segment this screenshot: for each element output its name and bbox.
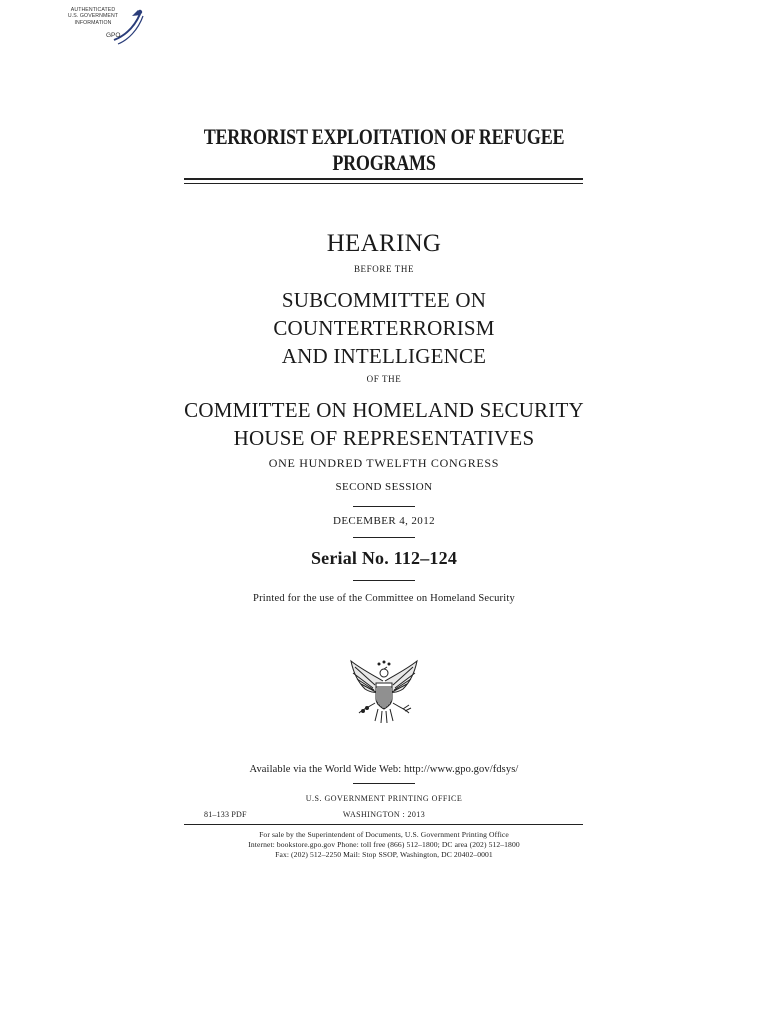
eagle-seal-icon (347, 655, 421, 725)
footer-rule (184, 824, 583, 825)
date-rule-top (353, 506, 415, 507)
subcommittee-line-2: COUNTERTERRORISM (273, 316, 495, 340)
hearing-date: DECEMBER 4, 2012 (332, 515, 436, 527)
title-line-1: TERRORIST EXPLOITATION OF REFUGEE (203, 124, 565, 149)
for-sale-line-1: For sale by the Superintendent of Documents, U.S. Government Printing Office (259, 830, 509, 839)
house-name: HOUSE OF REPRESENTATIVES (233, 426, 535, 450)
badge-gpo-label: GPO (106, 32, 121, 39)
document-title (69, 124, 699, 176)
title-line-2: PROGRAMS (332, 150, 436, 175)
serial-rule (353, 580, 415, 581)
serial-number: Serial No. 112–124 (310, 548, 458, 568)
washington-year: WASHINGTON : 2013 (342, 810, 426, 819)
badge-line-2: U.S. GOVERNMENT (67, 13, 119, 20)
committee-name: COMMITTEE ON HOMELAND SECURITY (184, 398, 584, 422)
of-the-label: OF THE (366, 374, 402, 384)
for-sale-info (0, 830, 768, 860)
printed-for-note: Printed for the use of the Committee on Homeland Security (253, 593, 515, 604)
title-rule-bottom (184, 183, 583, 184)
printing-office-label: U.S. GOVERNMENT PRINTING OFFICE (305, 794, 463, 803)
title-rule-top (184, 178, 583, 180)
badge-line-3: INFORMATION (74, 19, 112, 26)
hearing-heading: HEARING (326, 230, 442, 257)
subcommittee-line-1: SUBCOMMITTEE ON (281, 288, 487, 312)
pdf-identifier: 81–133 PDF (204, 810, 247, 819)
for-sale-line-3: Fax: (202) 512–2250 Mail: Stop SSOP, Washington, DC 20402–0001 (275, 850, 493, 859)
congress-label: ONE HUNDRED TWELFTH CONGRESS (268, 456, 500, 470)
available-rule (353, 783, 415, 784)
badge-line-1: AUTHENTICATED (70, 7, 116, 13)
subcommittee-line-3: AND INTELLIGENCE (281, 344, 487, 368)
eagle-swoosh-icon (110, 6, 146, 48)
for-sale-line-2: Internet: bookstore.gpo.gov Phone: toll free (866) 512–1800; DC area (202) 512–1800 (248, 840, 520, 849)
gpo-authentication-badge (62, 6, 146, 48)
session-label: SECOND SESSION (335, 481, 433, 493)
availability-note: Available via the World Wide Web: http://www.gpo.gov/fdsys/ (249, 764, 519, 775)
before-the-label: BEFORE THE (353, 264, 415, 274)
date-rule-bottom (353, 537, 415, 538)
